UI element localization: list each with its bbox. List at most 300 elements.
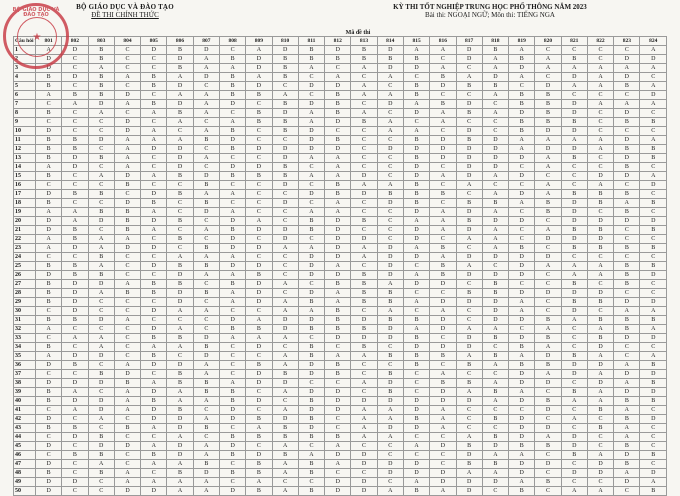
answer-cell: C: [36, 118, 62, 127]
answer-cell: D: [167, 145, 193, 154]
answer-cell: C: [535, 280, 561, 289]
exam-code-header: 822: [587, 37, 613, 46]
answer-cell: C: [114, 352, 140, 361]
answer-cell: A: [456, 469, 482, 478]
answer-cell: C: [456, 91, 482, 100]
answer-cell: B: [36, 154, 62, 163]
answer-cell: C: [561, 181, 587, 190]
answer-cell: C: [325, 127, 351, 136]
answer-cell: D: [482, 442, 508, 451]
answer-cell: C: [614, 127, 640, 136]
answer-cell: A: [377, 415, 403, 424]
official-label: ĐỀ THI CHÍNH THỨC: [91, 11, 159, 19]
answer-cell: B: [167, 190, 193, 199]
exam-code-header: 819: [509, 37, 535, 46]
answer-cell: C: [430, 127, 456, 136]
answer-cell: A: [561, 487, 587, 496]
answer-cell: A: [614, 64, 640, 73]
answer-cell: B: [403, 82, 429, 91]
answer-cell: C: [351, 262, 377, 271]
answer-cell: C: [88, 478, 114, 487]
answer-cell: D: [219, 316, 245, 325]
answer-cell: A: [88, 244, 114, 253]
answer-cell: D: [482, 163, 508, 172]
answer-cell: B: [246, 325, 272, 334]
table-row: [14, 118, 667, 127]
answer-cell: A: [246, 424, 272, 433]
answer-cell: B: [167, 46, 193, 55]
answer-cell: C: [403, 379, 429, 388]
exam-code-header: 814: [377, 37, 403, 46]
answer-cell: D: [36, 64, 62, 73]
answer-cell: A: [193, 127, 219, 136]
answer-cell: C: [88, 361, 114, 370]
answer-cell: D: [351, 451, 377, 460]
question-number: 15: [14, 172, 36, 181]
answer-cell: D: [403, 235, 429, 244]
answer-cell: D: [456, 478, 482, 487]
answer-cell: D: [640, 370, 667, 379]
answer-cell: D: [561, 109, 587, 118]
answer-cell: D: [561, 442, 587, 451]
answer-cell: D: [167, 271, 193, 280]
answer-cell: B: [456, 136, 482, 145]
answer-cell: D: [509, 415, 535, 424]
answer-cell: A: [114, 235, 140, 244]
answer-key-header: [14, 37, 667, 46]
answer-cell: D: [167, 424, 193, 433]
answer-cell: C: [351, 127, 377, 136]
answer-cell: D: [456, 55, 482, 64]
answer-cell: C: [88, 181, 114, 190]
answer-cell: B: [614, 244, 640, 253]
answer-cell: C: [561, 424, 587, 433]
answer-cell: C: [482, 406, 508, 415]
answer-cell: B: [325, 190, 351, 199]
answer-cell: B: [272, 64, 298, 73]
answer-cell: C: [325, 469, 351, 478]
answer-cell: A: [246, 334, 272, 343]
answer-cell: C: [62, 415, 88, 424]
answer-cell: D: [325, 406, 351, 415]
answer-cell: D: [561, 100, 587, 109]
answer-cell: A: [456, 388, 482, 397]
answer-cell: A: [272, 388, 298, 397]
answer-cell: C: [535, 469, 561, 478]
answer-cell: B: [246, 271, 272, 280]
answer-cell: C: [114, 415, 140, 424]
answer-cell: D: [509, 316, 535, 325]
answer-cell: A: [167, 91, 193, 100]
answer-cell: D: [246, 55, 272, 64]
answer-cell: D: [88, 316, 114, 325]
answer-cell: D: [456, 226, 482, 235]
answer-cell: D: [193, 208, 219, 217]
answer-cell: D: [614, 217, 640, 226]
answer-cell: C: [193, 406, 219, 415]
answer-cell: D: [351, 487, 377, 496]
table-row: [14, 433, 667, 442]
answer-cell: D: [430, 145, 456, 154]
answer-cell: A: [167, 397, 193, 406]
answer-cell: D: [325, 46, 351, 55]
answer-cell: C: [298, 280, 324, 289]
answer-cell: C: [219, 352, 245, 361]
table-row: [14, 334, 667, 343]
question-number: 3: [14, 64, 36, 73]
answer-cell: D: [36, 415, 62, 424]
answer-cell: A: [298, 109, 324, 118]
answer-cell: D: [62, 154, 88, 163]
answer-cell: C: [377, 208, 403, 217]
answer-cell: B: [509, 244, 535, 253]
answer-cell: A: [587, 370, 613, 379]
answer-cell: A: [430, 109, 456, 118]
exam-code-header: 817: [456, 37, 482, 46]
answer-cell: D: [36, 271, 62, 280]
answer-cell: A: [114, 154, 140, 163]
answer-cell: C: [272, 208, 298, 217]
answer-cell: A: [167, 478, 193, 487]
answer-cell: D: [272, 181, 298, 190]
answer-cell: C: [614, 181, 640, 190]
answer-cell: B: [377, 55, 403, 64]
answer-cell: C: [272, 262, 298, 271]
answer-cell: B: [246, 118, 272, 127]
answer-cell: C: [298, 235, 324, 244]
answer-cell: D: [377, 325, 403, 334]
answer-cell: A: [193, 190, 219, 199]
answer-cell: B: [403, 361, 429, 370]
answer-cell: D: [246, 280, 272, 289]
answer-cell: A: [62, 406, 88, 415]
answer-cell: C: [114, 55, 140, 64]
answer-cell: D: [351, 235, 377, 244]
answer-cell: A: [167, 73, 193, 82]
answer-cell: C: [535, 271, 561, 280]
answer-cell: D: [403, 145, 429, 154]
answer-cell: C: [193, 235, 219, 244]
answer-cell: A: [325, 442, 351, 451]
answer-cell: B: [272, 451, 298, 460]
answer-cell: C: [88, 424, 114, 433]
answer-cell: A: [640, 64, 667, 73]
answer-cell: B: [456, 109, 482, 118]
answer-cell: D: [351, 334, 377, 343]
answer-cell: A: [246, 73, 272, 82]
table-row: [14, 100, 667, 109]
answer-cell: B: [298, 415, 324, 424]
answer-cell: A: [377, 307, 403, 316]
answer-cell: A: [456, 235, 482, 244]
answer-cell: B: [403, 487, 429, 496]
answer-cell: B: [482, 199, 508, 208]
answer-cell: C: [430, 91, 456, 100]
answer-cell: C: [430, 181, 456, 190]
answer-cell: A: [36, 325, 62, 334]
answer-cell: D: [509, 289, 535, 298]
answer-cell: C: [36, 100, 62, 109]
answer-cell: B: [219, 55, 245, 64]
answer-cell: C: [561, 172, 587, 181]
answer-cell: B: [587, 226, 613, 235]
answer-cell: B: [167, 217, 193, 226]
answer-cell: B: [167, 406, 193, 415]
answer-cell: D: [509, 217, 535, 226]
answer-cell: D: [167, 451, 193, 460]
answer-cell: C: [640, 280, 667, 289]
answer-cell: B: [246, 469, 272, 478]
answer-cell: B: [430, 100, 456, 109]
answer-cell: C: [272, 343, 298, 352]
answer-cell: A: [141, 379, 167, 388]
answer-cell: B: [403, 181, 429, 190]
answer-cell: A: [246, 46, 272, 55]
answer-cell: D: [325, 397, 351, 406]
answer-cell: A: [377, 280, 403, 289]
answer-cell: C: [114, 325, 140, 334]
answer-cell: C: [640, 406, 667, 415]
answer-cell: C: [351, 163, 377, 172]
answer-cell: B: [272, 424, 298, 433]
answer-cell: A: [167, 388, 193, 397]
answer-cell: B: [114, 379, 140, 388]
answer-cell: A: [114, 136, 140, 145]
answer-cell: D: [88, 100, 114, 109]
answer-cell: A: [430, 217, 456, 226]
answer-cell: D: [298, 388, 324, 397]
answer-cell: D: [88, 280, 114, 289]
answer-cell: B: [88, 208, 114, 217]
answer-cell: C: [377, 163, 403, 172]
answer-cell: D: [36, 487, 62, 496]
answer-cell: D: [246, 379, 272, 388]
answer-cell: C: [114, 460, 140, 469]
answer-cell: C: [640, 127, 667, 136]
answer-cell: A: [219, 379, 245, 388]
answer-cell: D: [430, 388, 456, 397]
answer-cell: C: [430, 235, 456, 244]
answer-cell: A: [36, 91, 62, 100]
answer-cell: B: [587, 199, 613, 208]
answer-cell: A: [509, 352, 535, 361]
answer-cell: D: [561, 469, 587, 478]
answer-cell: D: [535, 424, 561, 433]
answer-cell: B: [614, 262, 640, 271]
answer-cell: B: [219, 226, 245, 235]
answer-cell: D: [614, 136, 640, 145]
answer-cell: D: [351, 397, 377, 406]
exam-code-header: 823: [614, 37, 640, 46]
answer-cell: B: [430, 379, 456, 388]
answer-cell: B: [640, 487, 667, 496]
answer-cell: C: [272, 478, 298, 487]
table-row: [14, 442, 667, 451]
answer-cell: A: [193, 307, 219, 316]
exam-code-header: 805: [141, 37, 167, 46]
answer-cell: B: [36, 199, 62, 208]
answer-cell: B: [219, 145, 245, 154]
answer-cell: C: [246, 199, 272, 208]
answer-cell: A: [325, 172, 351, 181]
answer-cell: D: [456, 253, 482, 262]
question-number: 41: [14, 406, 36, 415]
answer-cell: B: [535, 316, 561, 325]
answer-cell: C: [482, 118, 508, 127]
answer-cell: D: [614, 478, 640, 487]
answer-cell: B: [561, 226, 587, 235]
answer-cell: C: [351, 100, 377, 109]
answer-cell: D: [325, 217, 351, 226]
answer-cell: A: [141, 460, 167, 469]
answer-cell: C: [272, 397, 298, 406]
answer-cell: D: [36, 217, 62, 226]
answer-cell: A: [561, 136, 587, 145]
table-row: [14, 127, 667, 136]
answer-cell: A: [587, 352, 613, 361]
answer-cell: D: [482, 253, 508, 262]
answer-cell: C: [167, 181, 193, 190]
exam-code-header: 815: [403, 37, 429, 46]
answer-cell: C: [587, 307, 613, 316]
answer-cell: C: [482, 370, 508, 379]
answer-cell: D: [482, 478, 508, 487]
answer-cell: B: [141, 82, 167, 91]
answer-cell: C: [36, 451, 62, 460]
answer-cell: A: [377, 406, 403, 415]
answer-cell: A: [482, 55, 508, 64]
answer-cell: A: [219, 208, 245, 217]
answer-cell: C: [114, 334, 140, 343]
answer-cell: B: [351, 325, 377, 334]
answer-cell: B: [88, 73, 114, 82]
ministry-name: BỘ GIÁO DỤC VÀ ĐÀO TẠO: [76, 3, 174, 11]
answer-cell: B: [88, 91, 114, 100]
answer-cell: C: [88, 199, 114, 208]
answer-cell: B: [403, 154, 429, 163]
answer-cell: B: [141, 352, 167, 361]
answer-cell: B: [298, 217, 324, 226]
answer-cell: B: [377, 352, 403, 361]
answer-cell: B: [298, 325, 324, 334]
answer-cell: C: [141, 433, 167, 442]
answer-cell: C: [325, 343, 351, 352]
answer-cell: C: [62, 55, 88, 64]
answer-cell: C: [640, 253, 667, 262]
answer-cell: D: [298, 316, 324, 325]
answer-cell: C: [272, 289, 298, 298]
answer-cell: C: [509, 280, 535, 289]
answer-cell: C: [36, 406, 62, 415]
answer-cell: A: [167, 433, 193, 442]
answer-cell: C: [193, 145, 219, 154]
answer-cell: C: [403, 118, 429, 127]
answer-cell: D: [587, 460, 613, 469]
answer-cell: A: [167, 253, 193, 262]
question-number: 13: [14, 154, 36, 163]
answer-cell: D: [36, 226, 62, 235]
answer-cell: D: [219, 415, 245, 424]
question-number: 45: [14, 442, 36, 451]
answer-cell: C: [640, 109, 667, 118]
answer-cell: B: [509, 100, 535, 109]
answer-cell: D: [482, 136, 508, 145]
answer-cell: D: [482, 154, 508, 163]
answer-cell: B: [298, 433, 324, 442]
answer-cell: A: [640, 352, 667, 361]
answer-cell: C: [141, 64, 167, 73]
header-right: [320, 3, 660, 19]
answer-cell: C: [561, 343, 587, 352]
question-number: 33: [14, 334, 36, 343]
answer-cell: C: [325, 379, 351, 388]
answer-cell: D: [325, 253, 351, 262]
answer-cell: D: [298, 424, 324, 433]
answer-cell: A: [614, 379, 640, 388]
answer-cell: D: [561, 127, 587, 136]
answer-cell: D: [430, 442, 456, 451]
answer-cell: B: [219, 280, 245, 289]
answer-cell: B: [193, 244, 219, 253]
answer-cell: D: [535, 145, 561, 154]
answer-cell: A: [403, 271, 429, 280]
answer-cell: D: [640, 469, 667, 478]
answer-cell: B: [219, 172, 245, 181]
answer-cell: D: [403, 253, 429, 262]
answer-cell: A: [141, 109, 167, 118]
answer-cell: A: [482, 244, 508, 253]
answer-cell: D: [456, 127, 482, 136]
answer-cell: A: [272, 280, 298, 289]
answer-cell: B: [535, 199, 561, 208]
answer-cell: B: [141, 199, 167, 208]
answer-cell: D: [325, 334, 351, 343]
answer-cell: B: [640, 379, 667, 388]
answer-cell: B: [298, 298, 324, 307]
answer-cell: B: [36, 82, 62, 91]
answer-cell: A: [141, 478, 167, 487]
answer-cell: B: [587, 334, 613, 343]
answer-cell: D: [430, 298, 456, 307]
answer-cell: A: [325, 352, 351, 361]
answer-cell: D: [114, 199, 140, 208]
answer-cell: B: [167, 109, 193, 118]
answer-cell: A: [403, 100, 429, 109]
answer-cell: D: [377, 253, 403, 262]
answer-cell: B: [62, 361, 88, 370]
answer-cell: B: [36, 343, 62, 352]
answer-cell: D: [640, 181, 667, 190]
answer-cell: D: [561, 235, 587, 244]
answer-cell: B: [509, 127, 535, 136]
answer-cell: B: [298, 469, 324, 478]
answer-cell: B: [482, 46, 508, 55]
answer-cell: C: [587, 433, 613, 442]
answer-cell: A: [36, 235, 62, 244]
answer-cell: C: [246, 190, 272, 199]
answer-cell: B: [351, 271, 377, 280]
question-number: 18: [14, 199, 36, 208]
answer-cell: A: [114, 280, 140, 289]
answer-cell: C: [456, 415, 482, 424]
star-icon: ★: [32, 32, 42, 43]
question-number: 32: [14, 325, 36, 334]
answer-cell: A: [298, 451, 324, 460]
answer-cell: C: [351, 370, 377, 379]
answer-cell: A: [430, 487, 456, 496]
answer-cell: A: [114, 478, 140, 487]
answer-cell: A: [114, 316, 140, 325]
